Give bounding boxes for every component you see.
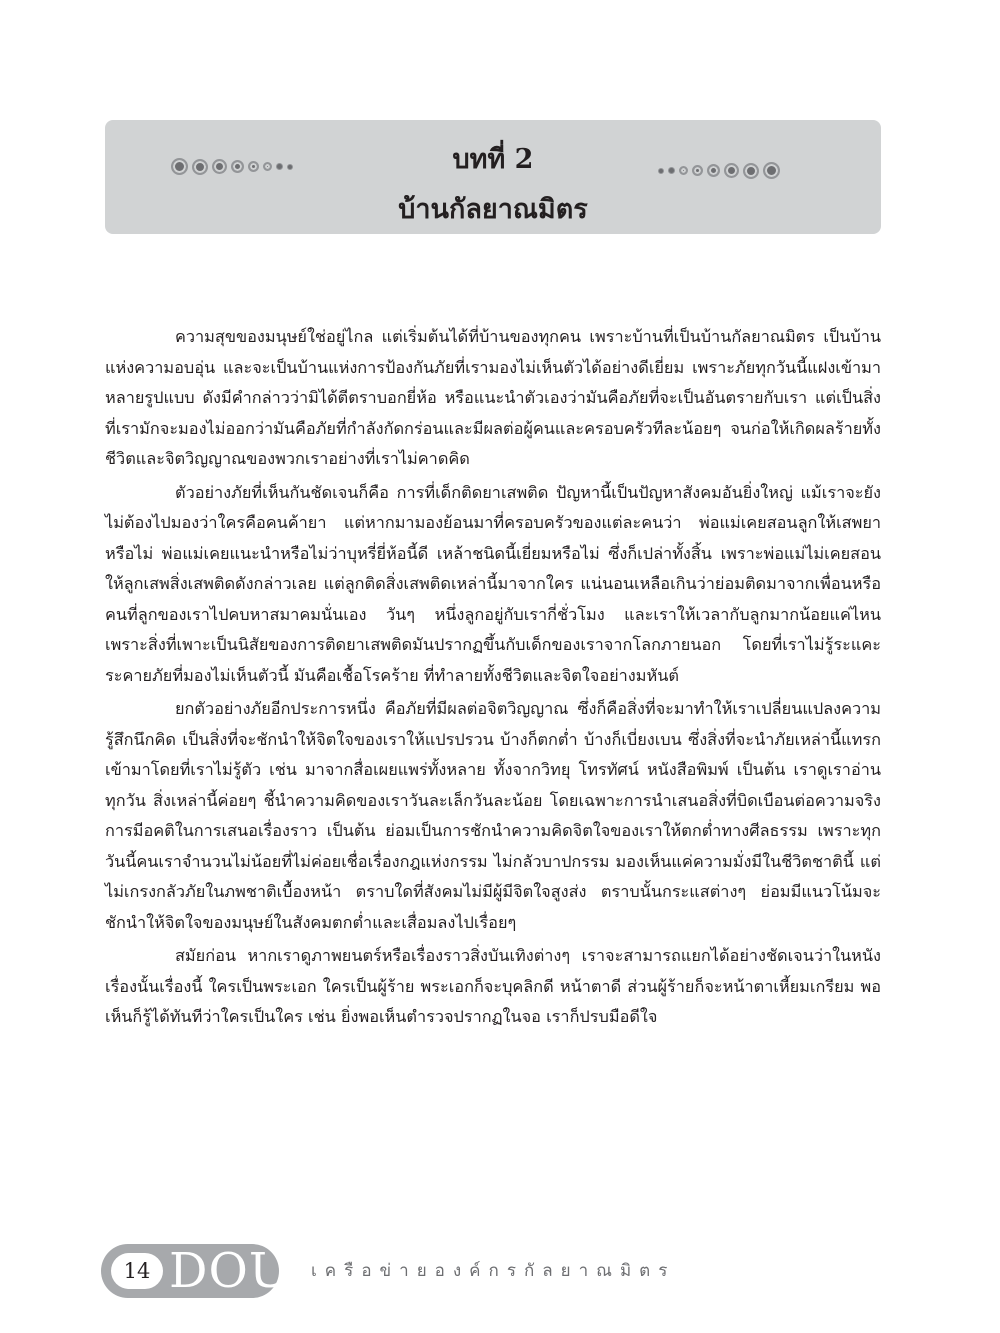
dot-icon (763, 162, 780, 179)
paragraph: สมัยก่อน หากเราดูภาพยนตร์หรือเรื่องราวสิ่งบันเทิงต่างๆ เราจะสามารถแยกได้อย่างชัดเจนว่าในหนังเรื่องนั้นเรื่องนี้ ใครเป็นพระเอก ใครเป็นผู้ร้าย พระเอกก็จะบุคลิกดี หน้าตาดี ส่วนผู้ร้ายก็จะหน้าตาเหี้ยมเกรียม พอเห็นก็รู้ได้ทันทีว่าใครเป็นใคร เช่น ยิ่งพอเห็นตำรวจปรากฏในจอ เราก็ปรบมือดีใจ (105, 946, 881, 1026)
dot-icon (692, 165, 703, 176)
dot-icon (668, 167, 675, 174)
dot-icon (658, 168, 664, 174)
dot-icon (743, 163, 759, 179)
page-number: 14 (111, 1253, 163, 1289)
chapter-title: บ้านกัลยาณมิตร (398, 194, 588, 225)
chapter-header (105, 120, 881, 234)
dou-logo: DOU (169, 1243, 291, 1299)
dot-icon (707, 164, 720, 177)
body-text (105, 322, 881, 1036)
paragraph: ตัวอย่างภัยที่เห็นกันชัดเจนก็คือ การที่เด็กติดยาเสพติด ปัญหานี้เป็นปัญหาสังคมอันยิ่งใหญ่ แม้เราจะยังไม่ต้องไปมองว่าใครคือคนค้ายา แต่หากมามองย้อนมาที่ครอบครัวของแต่ละคนว่า พ่อแม่เคยสอนลูกให้เสพยาหรือไม่ พ่อแม่เคยแนะนำหรือไม่ว่าบุหรี่ยี่ห้อนี้ดี เหล้าชนิดนี้เยี่ยมหรือไม่ ซึ่งก็เปล่าทั้งสิ้น เพราะพ่อแม่ไม่เคยสอนให้ลูกเสพสิ่งเสพติดดังกล่าวเลย แต่ลูกติดสิ่งเสพติดเหล่านี้มาจากใคร แน่นอนเหลือเกินว่าย่อมติดมาจากเพื่อนหรือคนที่ลูกของเราไปคบหาสมาคมนั่นเอง วันๆ หนึ่งลูกอยู่กับเรากี่ชั่วโมง และเราให้เวลากับลูกมากน้อยแค่ไหน เพราะสิ่งที่เพาะเป็นนิสัยของการติดยาเสพติดมันปรากฏขึ้นกับเด็กของเราจากโลกภายนอก โดยที่เราไม่รู้ระแคะระคายภัยที่มองไม่เห็นตัวนี้ มันคือเชื้อโรคร้าย ที่ทำลายทั้งชีวิตและจิตใจอย่างมหันต์ (105, 482, 881, 685)
chapter-number: บทที่ 2 (452, 144, 534, 175)
footer-badge (101, 1243, 291, 1299)
paragraph: ความสุขของมนุษย์ใช่อยู่ไกล แต่เริ่มต้นได้ที่บ้านของทุกคน เพราะบ้านที่เป็นบ้านกัลยาณมิตร เป็นบ้านแห่งความอบอุ่น และจะเป็นบ้านแห่งการป้องกันภัยที่เรามองไม่เห็นตัวได้อย่างดีเยี่ยม เพราะภัยทุกวันนี้แฝงเข้ามาหลายรูปแบบ ดังมีคำกล่าวว่ามิได้ตีตราบอกยี่ห้อ หรือแนะนำตัวเองว่ามันคือภัยที่จะเป็นอันตรายกับเรา แต่เป็นสิ่งที่เรามักจะมองไม่ออกว่ามันคือภัยที่กำลังกัดกร่อนและมีผลต่อผู้คนและครอบครัวทีละน้อยๆ จนก่อให้เกิดผลร้ายทั้งชีวิตและจิตวิญญาณของพวกเราอย่างที่เราไม่คาดคิด (105, 327, 881, 468)
decorative-dots-right (658, 162, 780, 179)
dot-icon (724, 163, 739, 178)
paragraph: ยกตัวอย่างภัยอีกประการหนึ่ง คือภัยที่มีผลต่อจิตวิญญาณ ซึ่งก็คือสิ่งที่จะมาทำให้เราเปลี่ยนแปลงความรู้สึกนึกคิด เป็นสิ่งที่จะชักนำให้จิตใจของเราให้แปรปรวน บ้างก็ตกต่ำ บ้างก็เบี่ยงเบน ซึ่งสิ่งที่จะนำภัยเหล่านี้แทรกเข้ามาโดยที่เราไม่รู้ตัว เช่น มาจากสื่อเผยแพร่ทั้งหลาย ทั้งจากวิทยุ โทรทัศน์ หนังสือพิมพ์ เป็นต้น เราดูเราอ่านทุกวัน สิ่งเหล่านี้ค่อยๆ ชี้นำความคิดของเราวันละเล็กวันละน้อย โดยเฉพาะการนำเสนอสิ่งที่บิดเบือนต่อความจริง การมีอคติในการเสนอเรื่องราว เป็นต้น ย่อมเป็นการชักนำความคิดจิตใจของเราให้ตกต่ำทางศีลธรรม เพราะทุกวันนี้คนเราจำนวนไม่น้อยที่ไม่ค่อยเชื่อเรื่องกฎแห่งกรรม ไม่กลัวบาปกรรม มองเห็นแค่ความมั่งมีในชีวิตชาตินี้ แต่ไม่เกรงกลัวภัยในภพชาติเบื้องหน้า ตราบใดที่สังคมไม่มีผู้มีจิตใจสูงส่ง ตราบนั้นกระแสต่างๆ ย่อมมีแนวโน้มจะชักนำให้จิตใจของมนุษย์ในสังคมตกต่ำและเสื่อมลงไปเรื่อยๆ (105, 699, 881, 932)
dot-icon (679, 166, 688, 175)
footer-caption: เครือข่ายองค์กรกัลยาณมิตร (311, 1261, 676, 1281)
